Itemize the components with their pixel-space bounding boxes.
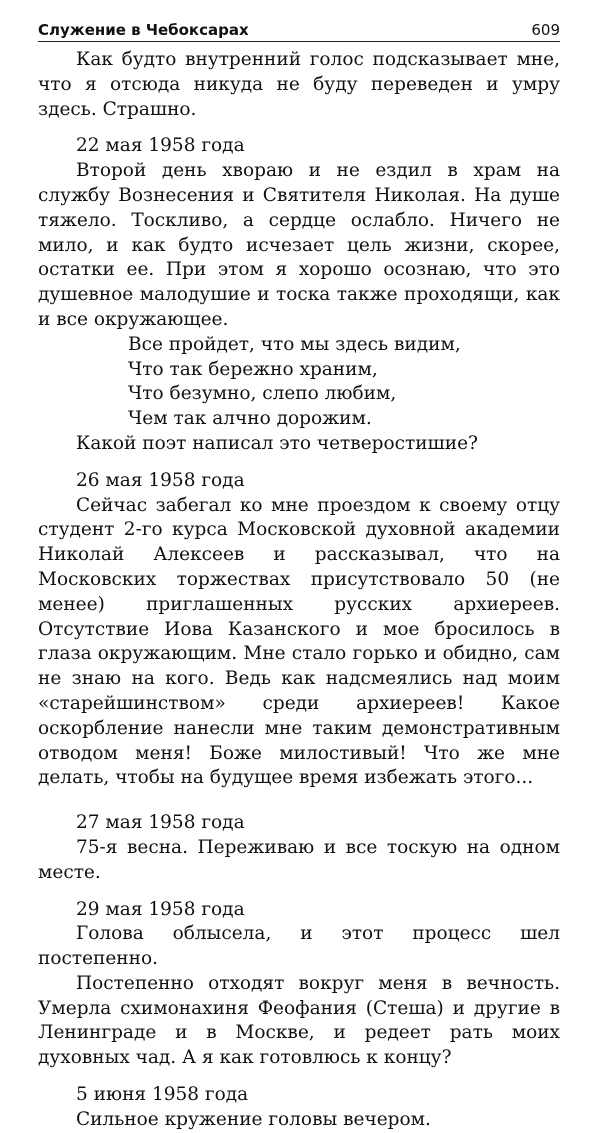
entry-date: 29 мая 1958 года bbox=[76, 898, 245, 920]
entry-paragraph: Какой поэт написал это четверостишие? bbox=[76, 432, 478, 454]
entry-paragraph: Сейчас забегал ко мне проездом к своему отцу студент 2-го курса Московской духовной академии Николай Алексеев и рассказывал, что на Московских торжествах присутствовало 50 (не менее) приглашенных русских архиереев. Отсутствие Иова Казанского и мое бросилось в глаза окружающим. Мне стало горько и обидно, сам не знаю на кого. Ведь как надсмеялись над моим «старейшинством» среди архиереев! Какое оскорбление нанесли мне таким демонстративным отводом меня! Боже милостивый! Что же мне делать, чтобы на будущее время избежать этого... bbox=[38, 494, 560, 789]
entry-date: 26 мая 1958 года bbox=[76, 469, 245, 491]
page-content bbox=[38, 48, 560, 1133]
entry-date: 22 мая 1958 года bbox=[76, 135, 245, 157]
page-number: 609 bbox=[531, 21, 560, 39]
entry-paragraph: Постепенно отходят вокруг меня в вечность. Умерла схимонахиня Феофания (Стеша) и другие в Ленинграде и в Москве, и редеет рать моих духовных чад. А я как готовлюсь к концу? bbox=[38, 972, 560, 1069]
entry-paragraph: Второй день хвораю и не ездил в храм на службу Вознесения и Святителя Николая. На душе тяжело. Тоскливо, а сердце ослабло. Ничего не мило, и как будто исчезает цель жизни, скорее, остатки ее. При этом я хорошо осознаю, что это душевное малодушие и тоска также проходящи, как и все окружающее. bbox=[38, 160, 560, 330]
entry-date: 27 мая 1958 года bbox=[76, 812, 245, 834]
poem-line: Все пройдет, что мы здесь видим, bbox=[128, 333, 461, 355]
entry-paragraph: Сильное кружение головы вечером. bbox=[76, 1108, 431, 1130]
entry-paragraph: 75-я весна. Переживаю и все тоскую на одном месте. bbox=[38, 836, 560, 883]
poem-line: Чем так алчно дорожим. bbox=[128, 408, 372, 430]
running-header bbox=[38, 14, 560, 42]
chapter-title: Служение в Чебоксарах bbox=[38, 21, 249, 39]
entry-paragraph: Голова облысела, и этот процесс шел постепенно. bbox=[38, 923, 560, 970]
poem-line: Что так бережно храним, bbox=[128, 358, 378, 380]
poem-line: Что безумно, слепо любим, bbox=[128, 383, 397, 405]
poem bbox=[128, 333, 560, 432]
entry-date: 5 июня 1958 года bbox=[76, 1084, 249, 1106]
intro-paragraph: Как будто внутренний голос подсказывает мне, что я отсюда никуда не буду переведен и умру здесь. Страшно. bbox=[38, 49, 560, 120]
